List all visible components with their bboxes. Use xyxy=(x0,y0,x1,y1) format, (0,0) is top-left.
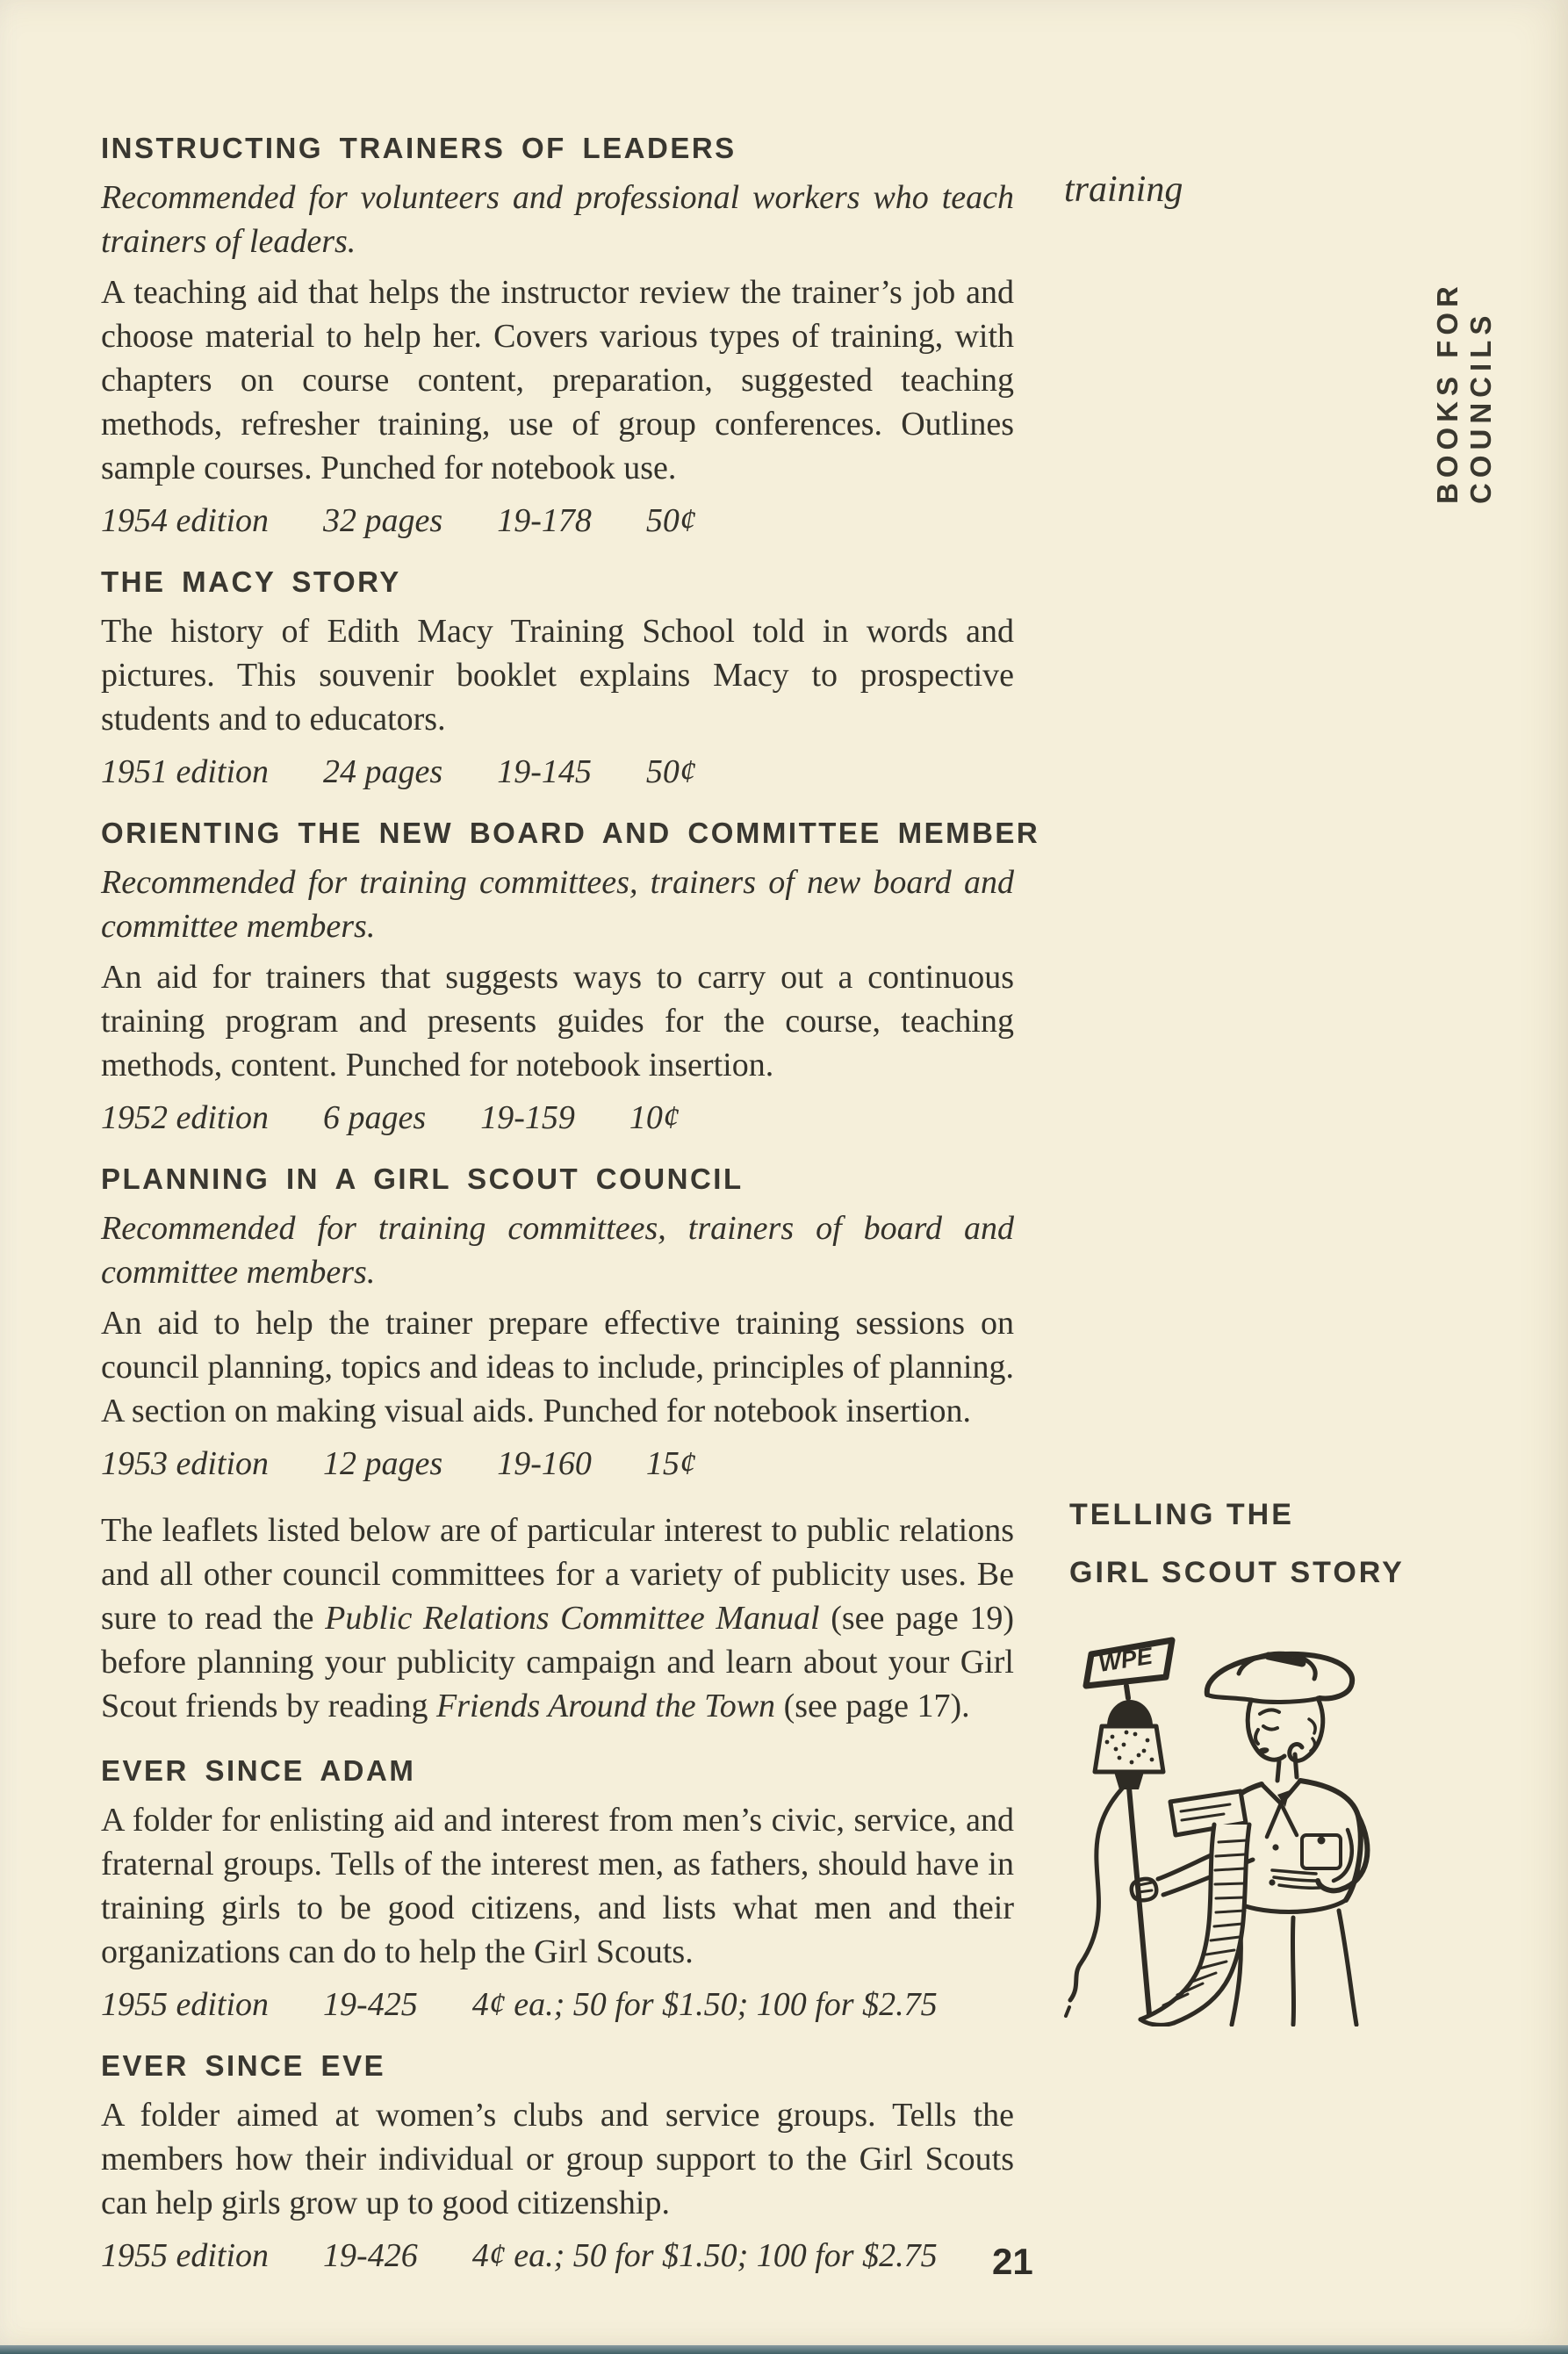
catalog-number: 19-425 xyxy=(323,1986,418,2023)
edition-label: 1952 edition xyxy=(101,1099,270,1136)
margin-heading-line1: TELLING THE xyxy=(1069,1498,1294,1531)
catalog-entry-ever-since-adam xyxy=(101,1754,1014,2026)
price-value: 4¢ ea.; 50 for $1.50; 100 for $2.75 xyxy=(471,2237,938,2274)
price-value: 50¢ xyxy=(645,753,696,790)
catalog-number: 19-160 xyxy=(497,1445,592,1482)
entry-recommendation: Recommended for training committees, trainers of new board and committee members. xyxy=(101,864,1014,945)
book-title-friends-around-the-town: Friends Around the Town xyxy=(436,1688,776,1724)
catalog-entry-macy-story xyxy=(101,565,1014,794)
hair xyxy=(1290,1698,1323,1760)
catalog-number: 19-178 xyxy=(497,502,592,539)
catalog-entry-planning-council xyxy=(101,1163,1014,1486)
margin-heading-telling-the-girl-scout-story xyxy=(1069,1486,1405,1602)
edition-label: 1951 edition xyxy=(101,753,270,790)
skirt xyxy=(1232,1911,1356,2025)
catalog-number: 19-159 xyxy=(480,1099,575,1136)
side-label-books-for-councils: BOOKS FOR COUNCILS xyxy=(1431,281,1497,504)
catalog-entry-orienting-board xyxy=(101,817,1040,1140)
price-value: 50¢ xyxy=(645,502,696,539)
entry-heading: ORIENTING THE NEW BOARD AND COMMITTEE MEMBER xyxy=(101,817,1040,849)
entry-heading: PLANNING IN A GIRL SCOUT COUNCIL xyxy=(101,1163,744,1195)
entry-heading: EVER SINCE ADAM xyxy=(101,1754,416,1787)
main-text-column xyxy=(101,132,1040,2300)
entry-description: An aid to help the trainer prepare effective training sessions on council planning, topics and ideas to include, principles of planning. A section on making visual aids. Punched for notebook insertion. xyxy=(101,1305,1014,1429)
entry-pricing-line xyxy=(101,2234,1014,2278)
footer-color-bar xyxy=(0,2345,1568,2354)
edition-label: 1954 edition xyxy=(101,502,270,539)
girl-scout-announcer-illustration xyxy=(1040,1621,1392,2026)
entry-heading: INSTRUCTING TRAINERS OF LEADERS xyxy=(101,132,737,164)
mic-flag-call-letters: WPE xyxy=(1097,1642,1154,1677)
entry-pricing-line xyxy=(101,1442,1014,1486)
catalog-number: 19-145 xyxy=(497,753,592,790)
catalog-number: 19-426 xyxy=(323,2237,418,2274)
edition-label: 1955 edition xyxy=(101,2237,270,2274)
entry-pricing-line xyxy=(101,750,1014,794)
pages-label: 6 pages xyxy=(323,1099,427,1136)
entry-pricing-line xyxy=(101,1983,1014,2026)
edition-label: 1955 edition xyxy=(101,1986,270,2023)
pages-label: 24 pages xyxy=(323,753,443,790)
mic-cable xyxy=(1070,1788,1123,2000)
entry-heading: EVER SINCE EVE xyxy=(101,2049,386,2082)
entry-pricing-line xyxy=(101,499,1014,543)
paragraph-text: The leaflets listed below are of particular interest to public relations and all other council committees for a variety of publicity uses. Be sure to read the xyxy=(101,1512,1014,1637)
entry-recommendation: Recommended for training committees, trainers of board and committee members. xyxy=(101,1210,1014,1291)
pages-label: 32 pages xyxy=(323,502,443,539)
paragraph-text: (see page 19) before planning your publicity campaign and learn about your Girl Scout friends by reading xyxy=(101,1600,1014,1724)
entry-recommendation: Recommended for volunteers and professional workers who teach trainers of leaders. xyxy=(101,179,1014,260)
entry-description: An aid for trainers that suggests ways to carry out a continuous training program and presents guides for the course, teaching methods, content. Punched for notebook insertion. xyxy=(101,959,1014,1083)
book-title-public-relations-manual: Public Relations Committee Manual xyxy=(325,1600,820,1637)
entry-pricing-line xyxy=(101,1096,1014,1140)
price-value: 4¢ ea.; 50 for $1.50; 100 for $2.75 xyxy=(471,1986,938,2023)
price-value: 15¢ xyxy=(645,1445,696,1482)
entry-heading: THE MACY STORY xyxy=(101,565,401,598)
page-number: 21 xyxy=(992,2241,1033,2282)
margin-label-training: training xyxy=(1064,169,1183,210)
margin-heading-line2: GIRL SCOUT STORY xyxy=(1069,1556,1405,1589)
microphone-icon xyxy=(1107,1700,1153,1726)
pages-label: 12 pages xyxy=(323,1445,443,1482)
paragraph-text: (see page 17). xyxy=(775,1688,970,1724)
leaflets-intro-paragraph xyxy=(101,1508,1014,1728)
price-value: 10¢ xyxy=(629,1099,680,1136)
catalog-entry-instructing-trainers xyxy=(101,132,1014,543)
entry-description: A teaching aid that helps the instructor review the trainer’s job and choose material to help her. Covers various types of training, with chapters on course content, preparation, suggested teaching methods, refresher training, use of group conferences. Outlines sample courses. Punched for notebook use. xyxy=(101,274,1014,486)
edition-label: 1953 edition xyxy=(101,1445,270,1482)
catalog-entry-ever-since-eve xyxy=(101,2049,1014,2278)
entry-description: A folder aimed at women’s clubs and service groups. Tells the members how their individual or group support to the Girl Scouts can help girls grow up to good citizenship. xyxy=(101,2097,1014,2221)
entry-description: The history of Edith Macy Training School told in words and pictures. This souvenir booklet explains Macy to prospective students and to educators. xyxy=(101,613,1014,738)
entry-description: A folder for enlisting aid and interest from men’s civic, service, and fraternal groups. Tells of the interest men, as fathers, should have in training girls to be good citizens, and lists what men and their organizations can do to help the Girl Scouts. xyxy=(101,1802,1014,1970)
